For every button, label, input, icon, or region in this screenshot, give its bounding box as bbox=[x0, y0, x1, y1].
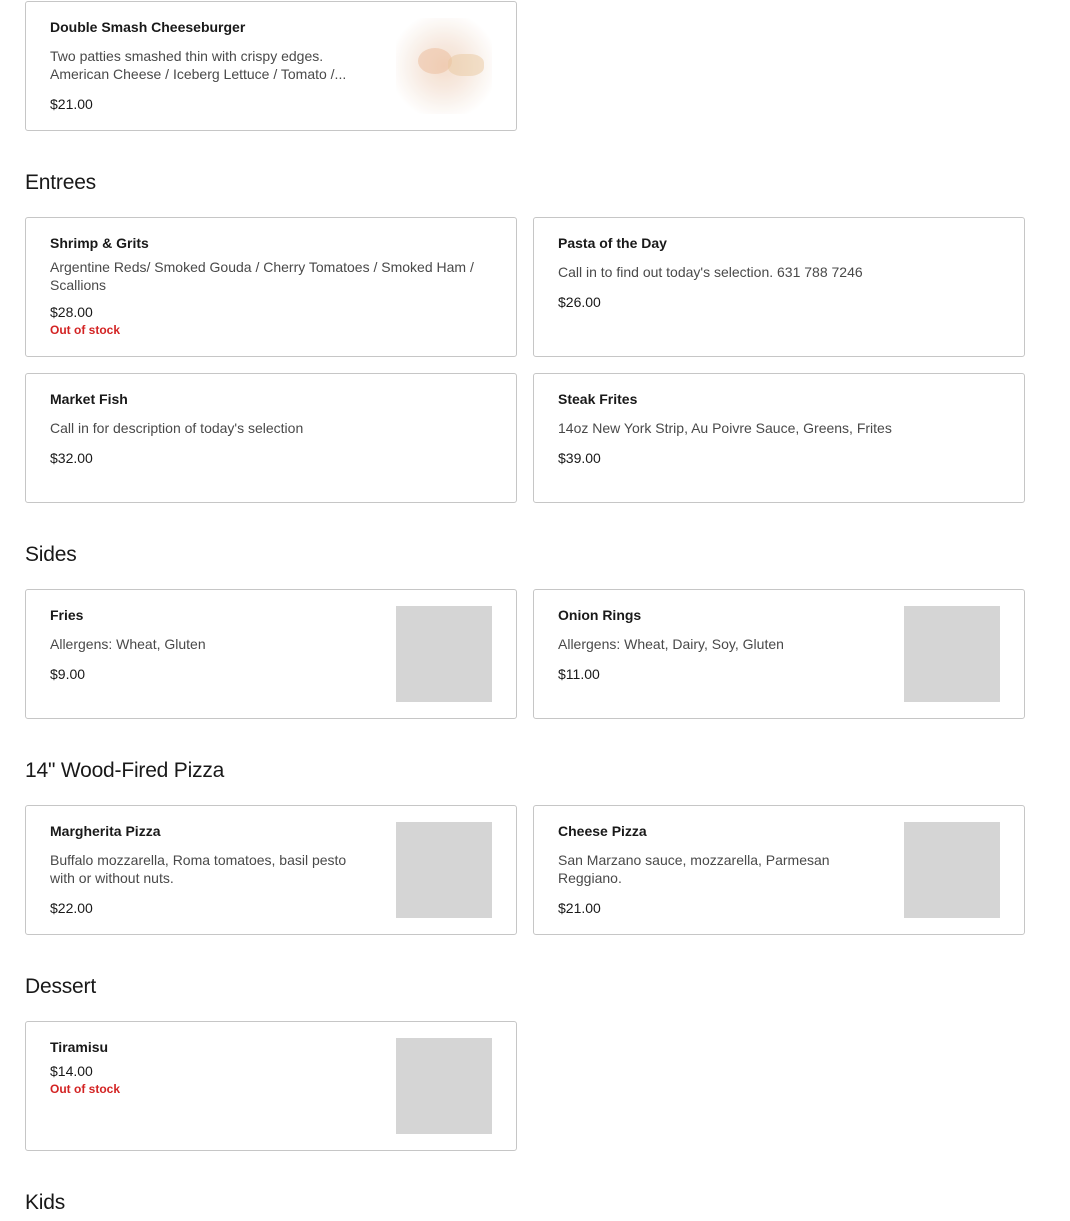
item-description: Allergens: Wheat, Dairy, Soy, Gluten bbox=[558, 636, 784, 652]
item-description: Call in for description of today's selection bbox=[50, 420, 304, 436]
item-name: Margherita Pizza bbox=[50, 823, 161, 839]
section-title-pizza: 14" Wood-Fired Pizza bbox=[25, 759, 225, 782]
item-name: Shrimp & Grits bbox=[50, 235, 149, 251]
item-name: Tiramisu bbox=[50, 1039, 109, 1055]
item-description: Argentine Reds/ Smoked Gouda / Cherry Tomatoes / Smoked Ham / Scallions bbox=[50, 259, 474, 293]
item-price: $21.00 bbox=[50, 96, 93, 112]
item-name: Pasta of the Day bbox=[558, 235, 667, 251]
item-name: Market Fish bbox=[50, 391, 128, 407]
item-name: Fries bbox=[50, 607, 84, 623]
item-description: Two patties smashed thin with crispy edges. American Cheese / Iceberg Lettuce / Tomato /... bbox=[50, 48, 347, 82]
item-price: $32.00 bbox=[50, 450, 93, 466]
item-description: San Marzano sauce, mozzarella, Parmesan Reggiano. bbox=[558, 852, 830, 886]
item-image-placeholder bbox=[396, 606, 492, 702]
out-of-stock-label: Out of stock bbox=[50, 1082, 121, 1096]
item-price: $22.00 bbox=[50, 900, 93, 916]
item-price: $28.00 bbox=[50, 304, 93, 320]
item-image-placeholder bbox=[904, 822, 1000, 918]
section-title-kids: Kids bbox=[25, 1191, 66, 1214]
item-name: Onion Rings bbox=[558, 607, 642, 623]
item-price: $39.00 bbox=[558, 450, 601, 466]
item-image-placeholder bbox=[904, 606, 1000, 702]
out-of-stock-label: Out of stock bbox=[50, 323, 121, 337]
item-image-placeholder bbox=[396, 1038, 492, 1134]
menu-item-shrimp-and-grits[interactable] bbox=[25, 217, 517, 357]
menu-item-pasta-of-the-day[interactable] bbox=[533, 217, 1025, 357]
item-name: Steak Frites bbox=[558, 391, 638, 407]
menu-item-fries[interactable] bbox=[25, 589, 517, 719]
menu-item-steak-frites[interactable] bbox=[533, 373, 1025, 503]
item-description: Call in to find out today's selection. 631 788 7246 bbox=[558, 264, 863, 280]
item-price: $21.00 bbox=[558, 900, 601, 916]
section-title-dessert: Dessert bbox=[25, 975, 96, 998]
item-price: $26.00 bbox=[558, 294, 601, 310]
menu-item-double-smash-cheeseburger[interactable] bbox=[25, 1, 517, 131]
section-title-entrees: Entrees bbox=[25, 171, 96, 194]
item-price: $14.00 bbox=[50, 1063, 93, 1079]
item-description: Allergens: Wheat, Gluten bbox=[50, 636, 206, 652]
item-description: Buffalo mozzarella, Roma tomatoes, basil pesto with or without nuts. bbox=[50, 852, 347, 886]
item-image-placeholder bbox=[396, 822, 492, 918]
item-description: 14oz New York Strip, Au Poivre Sauce, Greens, Frites bbox=[558, 420, 892, 436]
item-name: Cheese Pizza bbox=[558, 823, 647, 839]
menu-item-tiramisu[interactable] bbox=[25, 1021, 517, 1151]
item-price: $11.00 bbox=[558, 666, 600, 682]
section-title-sides: Sides bbox=[25, 543, 77, 566]
menu-item-margherita-pizza[interactable] bbox=[25, 805, 517, 935]
item-photo bbox=[396, 18, 492, 114]
menu-item-onion-rings[interactable] bbox=[533, 589, 1025, 719]
item-name: Double Smash Cheeseburger bbox=[50, 19, 246, 35]
item-price: $9.00 bbox=[50, 666, 86, 682]
menu-item-market-fish[interactable] bbox=[25, 373, 517, 503]
menu-item-cheese-pizza[interactable] bbox=[533, 805, 1025, 935]
